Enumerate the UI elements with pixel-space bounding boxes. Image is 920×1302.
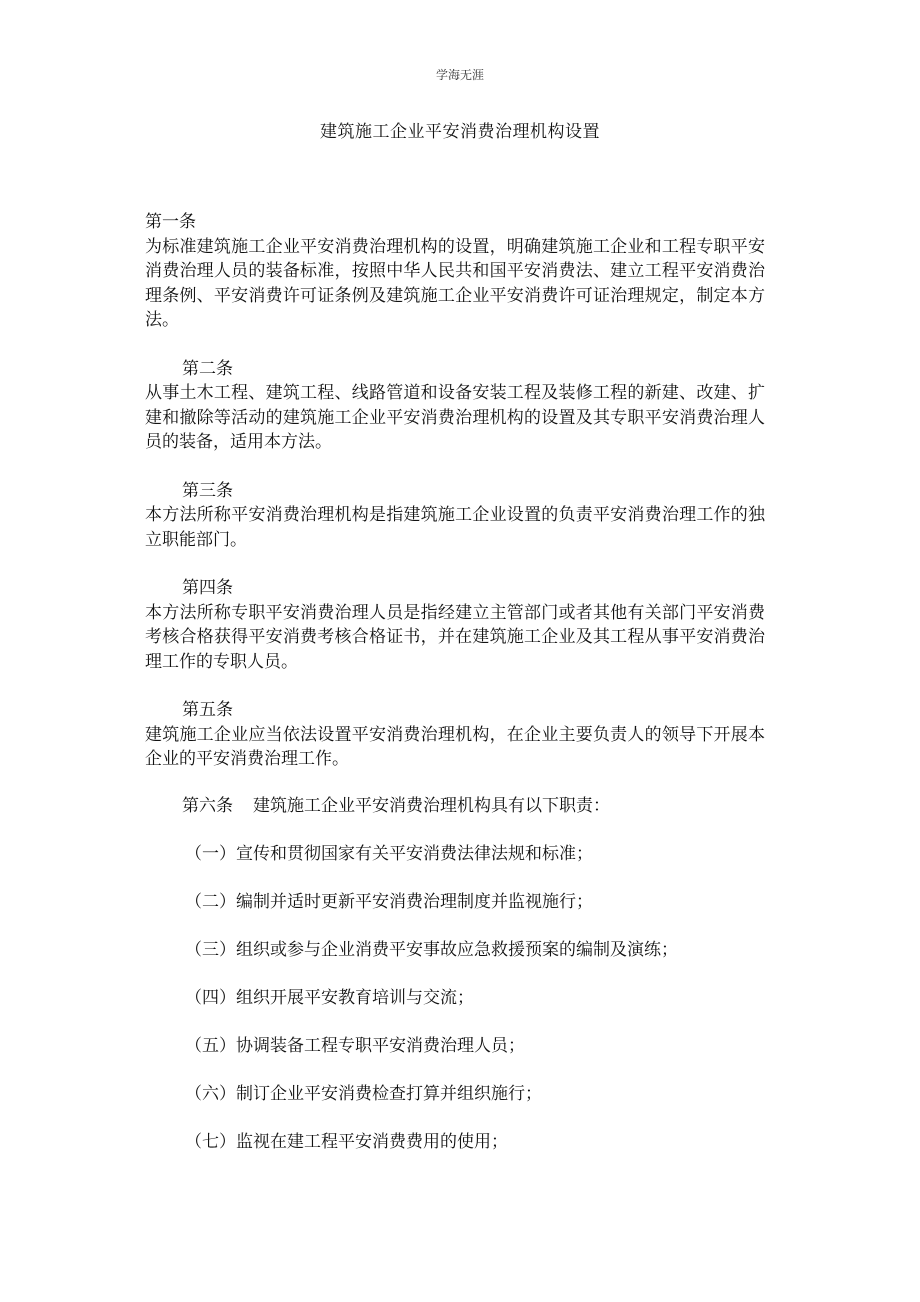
article-6-heading: 第六条 (182, 795, 233, 816)
article-2-text: 从事土木工程、建筑工程、线路管道和设备安装工程及装修工程的新建、改建、扩建和撤除等活动的建筑施工企业平安消费治理机构的设置及其专职平安消费治理人员的装备，适用本方法。 (145, 383, 765, 452)
article-4 (145, 576, 765, 674)
document-title: 建筑施工企业平安消费治理机构设置 (320, 122, 600, 142)
article-4-text: 本方法所称专职平安消费治理人员是指经建立主管部门或者其他有关部门平安消费考核合格获得平安消费考核合格证书，并在建筑施工企业及其工程从事平安消费治理工作的专职人员。 (145, 602, 765, 672)
article-2 (145, 357, 765, 455)
duties-list (145, 842, 765, 1155)
list-item: （七）监视在建工程平安消费费用的使用； (185, 1131, 508, 1152)
article-3 (145, 479, 765, 553)
article-2-heading: 第二条 (182, 358, 233, 379)
article-6-text: 建筑施工企业平安消费治理机构具有以下职责： (253, 795, 610, 816)
list-item: （六）制订企业平安消费检查打算并组织施行； (185, 1083, 542, 1104)
list-item: （三）组织或参与企业消费平安事故应急救援预案的编制及演练； (185, 939, 678, 960)
list-item: （四）组织开展平安教育培训与交流； (185, 987, 474, 1008)
article-4-heading: 第四条 (182, 578, 233, 598)
article-5-heading: 第五条 (182, 700, 233, 720)
article-1 (145, 210, 765, 333)
list-item: （二）编制并适时更新平安消费治理制度并监视施行； (185, 891, 593, 912)
list-item: （一）宣传和贯彻国家有关平安消费法律法规和标准； (185, 843, 593, 864)
article-6 (145, 794, 765, 819)
article-1-text: 为标准建筑施工企业平安消费治理机构的设置，明确建筑施工企业和工程专职平安消费治理人员的装备标准，按照中华人民共和国平安消费法、建立工程平安消费治理条例、平安消费许可证条例及建筑施工企业平安消费许可证治理规定，制定本方法。 (145, 236, 765, 330)
article-5 (145, 698, 765, 772)
article-3-text: 本方法所称平安消费治理机构是指建筑施工企业设置的负责平安消费治理工作的独立职能部门。 (145, 505, 765, 550)
article-1-heading: 第一条 (145, 212, 196, 232)
list-item: （五）协调装备工程专职平安消费治理人员； (185, 1035, 525, 1056)
page-header: 学海无涯 (435, 68, 484, 82)
article-5-text: 建筑施工企业应当依法设置平安消费治理机构，在企业主要负责人的领导下开展本企业的平安消费治理工作。 (145, 724, 765, 769)
document-body (145, 210, 765, 1154)
article-3-heading: 第三条 (182, 480, 233, 501)
